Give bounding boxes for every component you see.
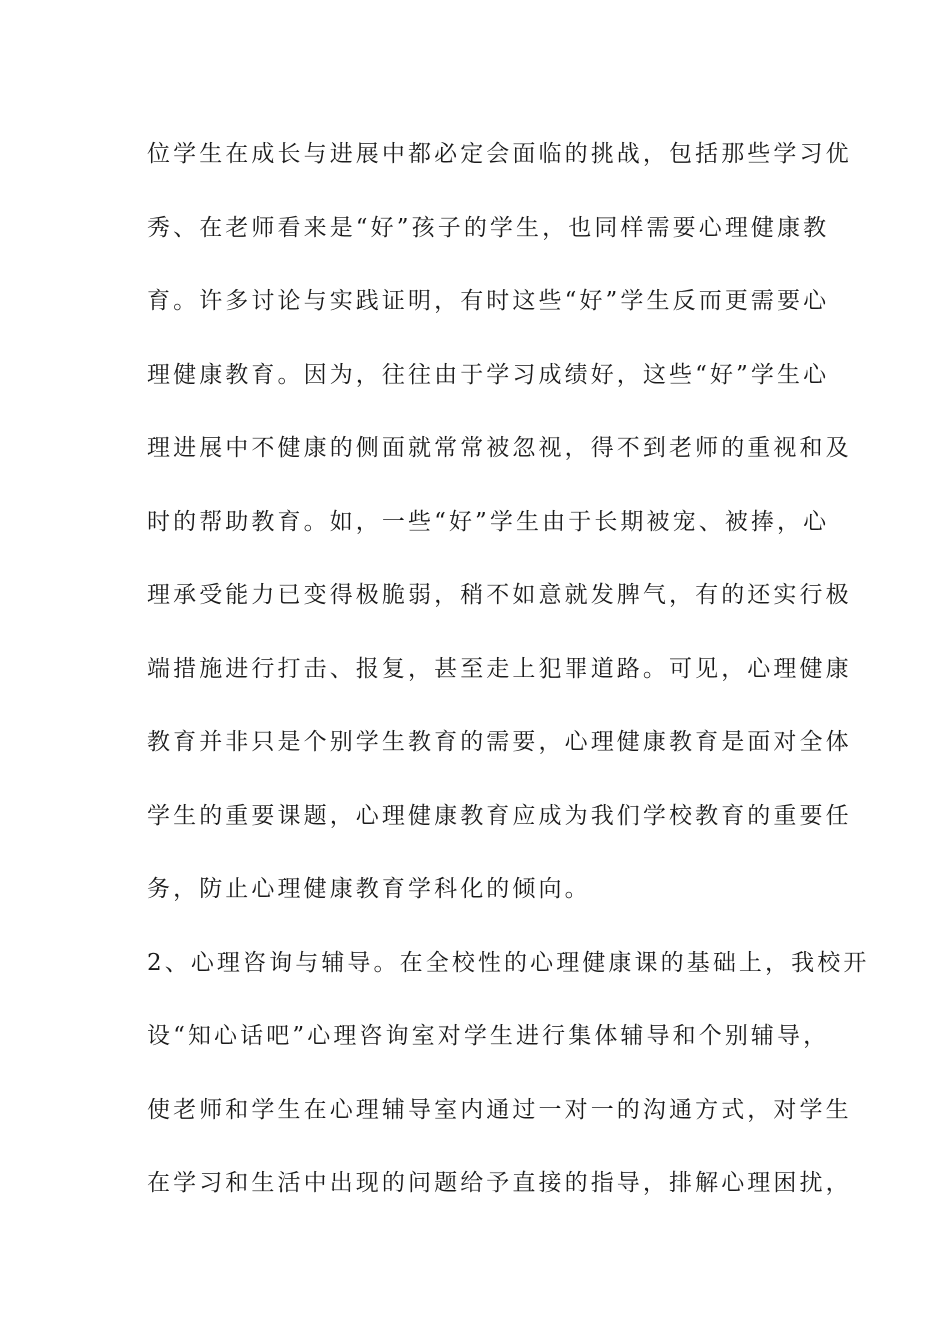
- text-line: 秀、在老师看来是“好”孩子的学生，也同样需要心理健康教: [147, 214, 830, 241]
- text-line: 理健康教育。因为，往往由于学习成绩好，这些“好”学生心: [147, 361, 830, 388]
- text-line: 育。许多讨论与实践证明，有时这些“好”学生反而更需要心: [147, 288, 830, 314]
- text-line: 使老师和学生在心理辅导室内通过一对一的沟通方式，对学生: [147, 1096, 852, 1123]
- text-line: 2、心理咨询与辅导。在全校性的心理健康课的基础上，我校开: [147, 949, 870, 976]
- text-line: 理承受能力已变得极脆弱，稍不如意就发脾气，有的还实行极: [147, 582, 852, 608]
- text-line: 教育并非只是个别学生教育的需要，心理健康教育是面对全体: [147, 729, 852, 755]
- text-line: 端措施进行打击、报复，甚至走上犯罪道路。可见，心理健康: [147, 655, 852, 682]
- text-line: 位学生在成长与进展中都必定会面临的挑战，包括那些学习优: [147, 141, 852, 167]
- text-line: 在学习和生活中出现的问题给予直接的指导，排解心理困扰，: [147, 1170, 852, 1196]
- text-line: 时的帮助教育。如，一些“好”学生由于长期被宠、被捧，心: [147, 508, 830, 535]
- body-text: [147, 136, 870, 1239]
- text-line: 理进展中不健康的侧面就常常被忽视，得不到老师的重视和及: [147, 435, 852, 461]
- text-line: 务，防止心理健康教育学科化的倾向。: [147, 876, 591, 902]
- text-line: 学生的重要课题，心理健康教育应成为我们学校教育的重要任: [147, 802, 852, 829]
- text-line: 设“知心话吧”心理咨询室对学生进行集体辅导和个别辅导，: [147, 1023, 830, 1049]
